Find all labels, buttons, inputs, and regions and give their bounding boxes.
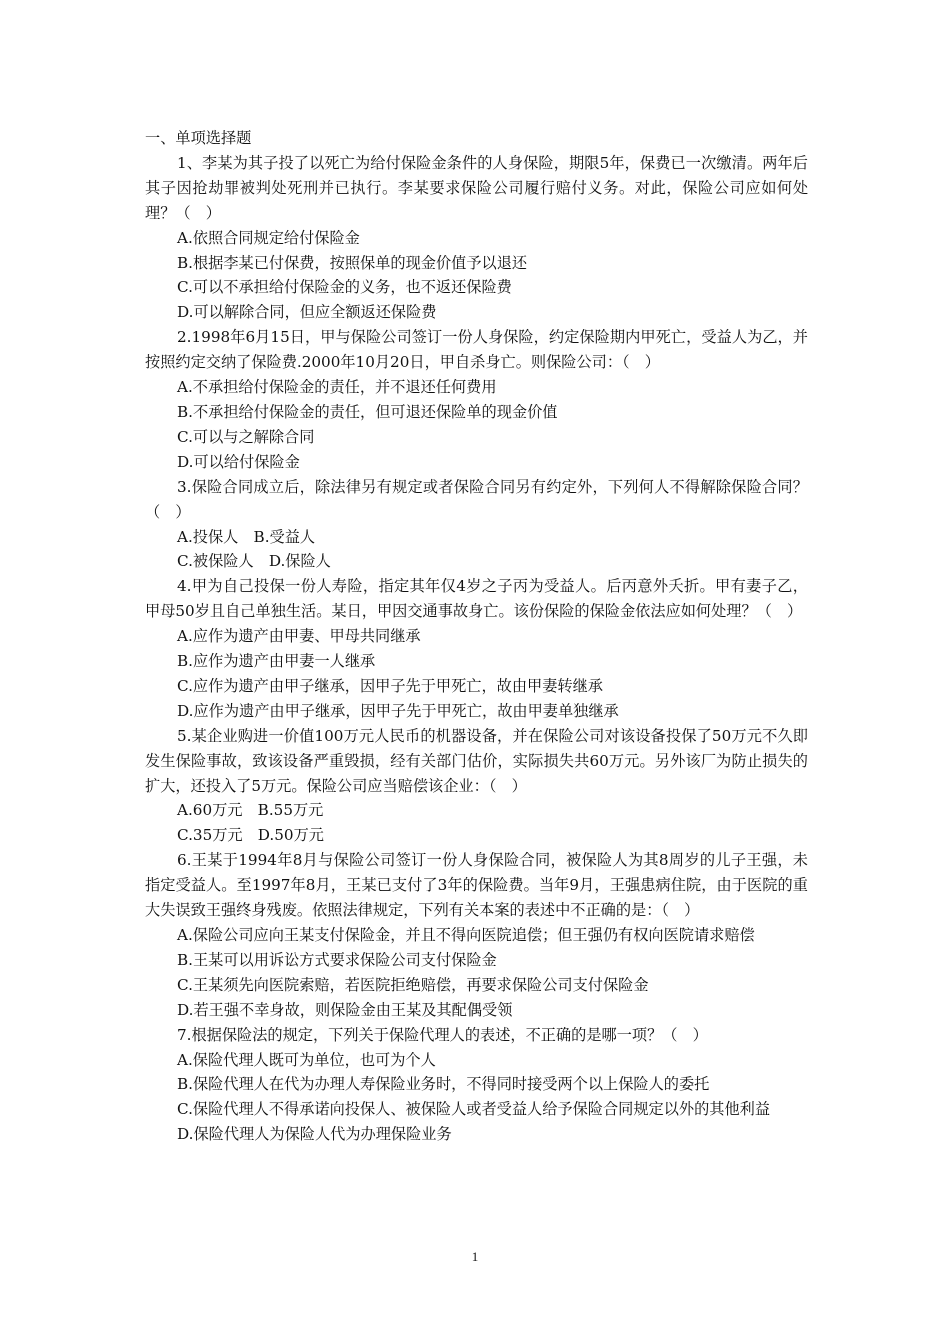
question-3-stem: 3.保险合同成立后，除法律另有规定或者保险合同另有约定外，下列何人不得解除保险合同？（ ）: [145, 477, 808, 521]
question-6-stem: 6.王某于1994年8月与保险公司签订一份人身保险合同，被保险人为其8周岁的儿子王强，未指定受益人。至1997年8月，王某已支付了3年的保险费。当年9月，王强患病住院，由于医院的重大失误致王强终身残废。依照法律规定，下列有关本案的表述中不正确的是：（ ）: [145, 851, 808, 920]
question-6-option-b: B.王某可以用诉讼方式要求保险公司支付保险金: [177, 950, 497, 969]
question-1-stem: 1、李某为其子投了以死亡为给付保险金条件的人身保险，期限5年，保费已一次缴清。两年后其子因抢劫罪被判处死刑并已执行。李某要求保险公司履行赔付义务。对此，保险公司应如何处理？（ ）: [145, 153, 808, 222]
question-7-option-a: A.保险代理人既可为单位，也可为个人: [177, 1050, 436, 1069]
page-number: 1: [471, 1249, 479, 1264]
document-body: [145, 126, 808, 1147]
question-7-option-d: D.保险代理人为保险人代为办理保险业务: [177, 1125, 452, 1144]
question-4-stem: 4.甲为自己投保一份人寿险，指定其年仅4岁之子丙为受益人。后丙意外夭折。甲有妻子乙，甲母50岁且自己单独生活。某日，甲因交通事故身亡。该份保险的保险金依法应如何处理？（ ）: [145, 577, 808, 621]
question-4-option-a: A.应作为遗产由甲妻、甲母共同继承: [177, 627, 421, 646]
question-7-option-c: C.保险代理人不得承诺向投保人、被保险人或者受益人给予保险合同规定以外的其他利益: [177, 1100, 771, 1119]
question-1-option-b: B.根据李某已付保费，按照保单的现金价值予以退还: [177, 253, 528, 272]
question-3-options-ab: A.投保人 B.受益人: [177, 527, 316, 546]
question-1-option-c: C.可以不承担给付保险金的义务，也不返还保险费: [177, 278, 512, 297]
question-1-option-a: A.依照合同规定给付保险金: [177, 228, 360, 247]
question-2-option-c: C.可以与之解除合同: [177, 427, 315, 446]
question-2-option-b: B.不承担给付保险金的责任，但可退还保险单的现金价值: [177, 402, 558, 421]
question-2-option-a: A.不承担给付保险金的责任，并不退还任何费用: [177, 378, 497, 397]
section-title: 一、单项选择题: [145, 129, 252, 147]
question-3-options-cd: C.被保险人 D.保险人: [177, 552, 331, 571]
question-1-option-d: D.可以解除合同，但应全额返还保险费: [177, 303, 437, 322]
question-5-options-ab: A.60万元 B.55万元: [177, 801, 324, 820]
question-5-stem: 5.某企业购进一价值100万元人民币的机器设备，并在保险公司对该设备投保了50万元不久即发生保险事故，致该设备严重毁损，经有关部门估价，实际损失共60万元。另外该厂为防止损失的扩大，还投入了5万元。保险公司应当赔偿该企业：（ ）: [145, 726, 808, 795]
question-5-options-cd: C.35万元 D.50万元: [177, 826, 324, 845]
question-4-option-d: D.应作为遗产由甲子继承，因甲子先于甲死亡，故由甲妻单独继承: [177, 701, 619, 720]
question-2-option-d: D.可以给付保险金: [177, 452, 300, 471]
question-7-option-b: B.保险代理人在代为办理人寿保险业务时，不得同时接受两个以上保险人的委托: [177, 1075, 710, 1094]
question-4-option-c: C.应作为遗产由甲子继承，因甲子先于甲死亡，故由甲妻转继承: [177, 676, 603, 695]
question-4-option-b: B.应作为遗产由甲妻一人继承: [177, 652, 376, 671]
question-6-option-d: D.若王强不幸身故，则保险金由王某及其配偶受领: [177, 1000, 513, 1019]
question-7-stem: 7.根据保险法的规定，下列关于保险代理人的表述，不正确的是哪一项？（ ）: [177, 1025, 708, 1044]
question-6-option-a: A.保险公司应向王某支付保险金，并且不得向医院追偿；但王强仍有权向医院请求赔偿: [177, 926, 755, 944]
question-6-option-c: C.王某须先向医院索赔，若医院拒绝赔偿，再要求保险公司支付保险金: [177, 975, 649, 994]
question-2-stem: 2.1998年6月15日，甲与保险公司签订一份人身保险，约定保险期内甲死亡，受益人为乙，并按照约定交纳了保险费.2000年10月20日，甲自杀身亡。则保险公司：（ ）: [145, 328, 808, 372]
